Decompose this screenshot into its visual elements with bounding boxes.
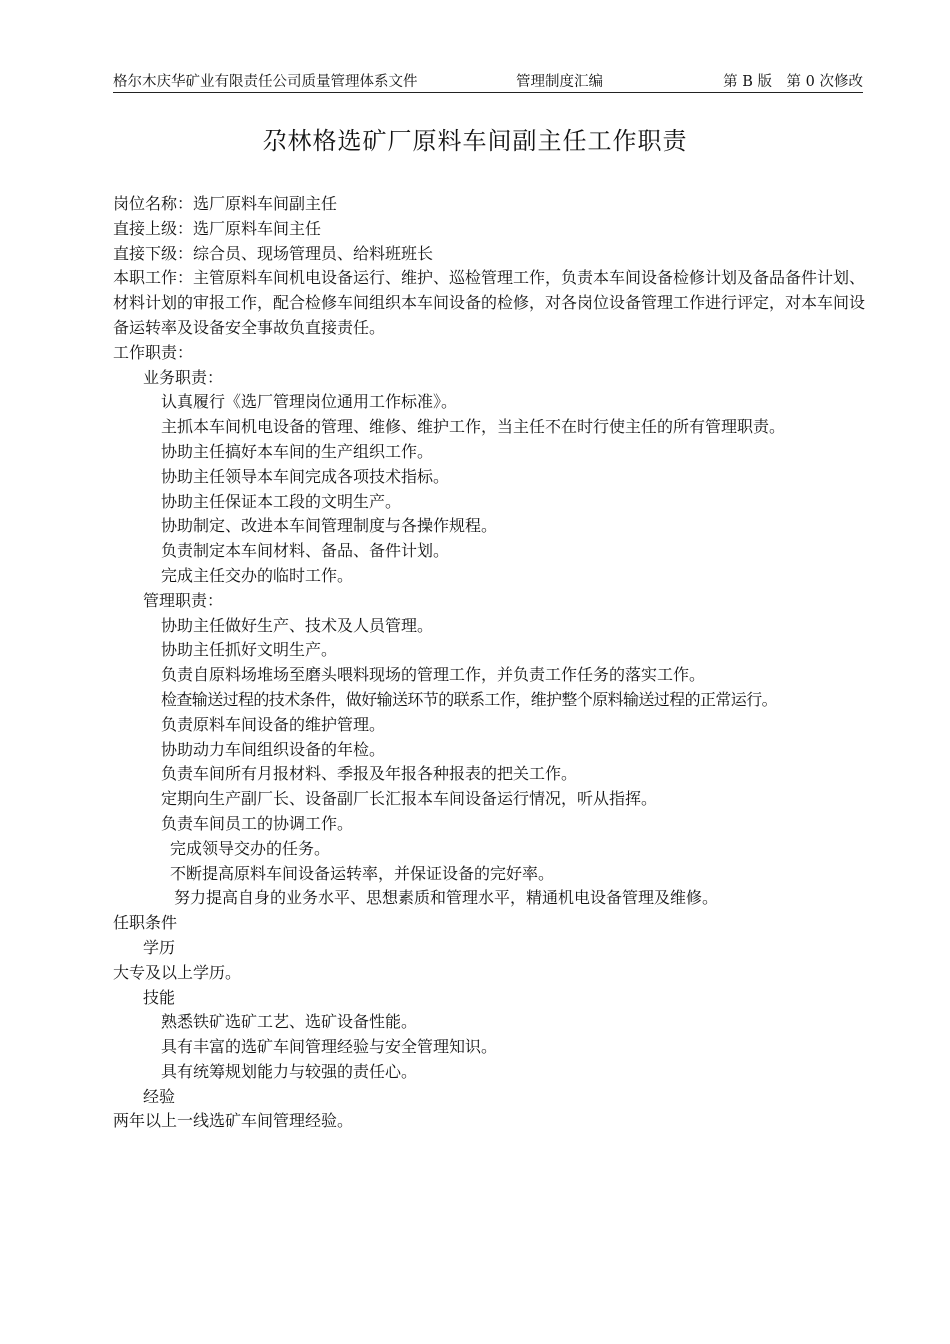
management-duty-item: 协助主任做好生产、技术及人员管理。: [161, 615, 434, 635]
business-duties-heading: 业务职责：: [143, 367, 224, 387]
direct-subordinate: 直接下级：综合员、现场管理员、给料班班长: [113, 243, 434, 263]
business-duty-item: 协助制定、改进本车间管理制度与各操作规程。: [161, 516, 498, 536]
direct-superior: 直接上级：选厂原料车间主任: [113, 218, 322, 238]
management-duty-item: 协助主任抓好文明生产。: [161, 640, 338, 660]
business-duty-item: 主抓本车间机电设备的管理、维修、维护工作，当主任不在时行使主任的所有管理职责。: [161, 417, 786, 437]
duties-heading: 工作职责：: [113, 342, 194, 362]
management-duty-item: 负责原料车间设备的维护管理。: [161, 714, 386, 734]
qualification-heading: 任职条件: [113, 913, 178, 933]
management-duty-item: 检查输送过程的技术条件，做好输送环节的联系工作，维护整个原料输送过程的正常运行。: [161, 689, 778, 709]
business-duty-item: 认真履行《选厂管理岗位通用工作标准》。: [161, 392, 458, 412]
business-duty-item: 完成主任交办的临时工作。: [161, 565, 354, 585]
education-heading: 学历: [143, 937, 176, 957]
management-duty-item: 协助动力车间组织设备的年检。: [161, 739, 386, 759]
management-duty-item: 定期向生产副厂长、设备副厂长汇报本车间设备运行情况，听从指挥。: [161, 789, 658, 809]
header-company-document: 格尔木庆华矿业有限责任公司质量管理体系文件: [113, 74, 418, 90]
header-version: 第 B 版 第 0 次修改: [723, 74, 863, 90]
experience-text: 两年以上一线选矿车间管理经验。: [113, 1111, 354, 1131]
document-body: [113, 192, 865, 1134]
skills-item: 熟悉铁矿选矿工艺、选矿设备性能。: [161, 1012, 418, 1032]
management-duty-item: 完成领导交办的任务。: [170, 838, 331, 858]
skills-item: 具有统筹规划能力与较强的责任心。: [161, 1061, 418, 1081]
page-title: 尕林格选矿厂原料车间副主任工作职责: [262, 127, 688, 155]
management-duty-item: 负责自原料场堆场至磨头喂料现场的管理工作，并负责工作任务的落实工作。: [161, 665, 706, 685]
experience-heading: 经验: [143, 1086, 176, 1106]
skills-item: 具有丰富的选矿车间管理经验与安全管理知识。: [161, 1037, 498, 1057]
education-text: 大专及以上学历。: [113, 962, 242, 982]
management-duty-item: 不断提高原料车间设备运转率，并保证设备的完好率。: [170, 863, 555, 883]
page-header: [113, 70, 863, 93]
management-duty-item: 负责车间所有月报材料、季报及年报各种报表的把关工作。: [161, 764, 578, 784]
main-work-paragraph: 本职工作：主管原料车间机电设备运行、维护、巡检管理工作，负责本车间设备检修计划及备品备件计划、材料计划的审报工作，配合检修车间组织本车间设备的检修，对各岗位设备管理工作进行评定，对本车间设备运转率及设备安全事故负直接责任。: [113, 268, 866, 337]
management-duty-item: 努力提高自身的业务水平、思想素质和管理水平，精通机电设备管理及维修。: [174, 888, 719, 908]
business-duty-item: 协助主任保证本工段的文明生产。: [161, 491, 402, 511]
management-duties-heading: 管理职责：: [143, 590, 224, 610]
business-duty-item: 协助主任领导本车间完成各项技术指标。: [161, 466, 450, 486]
position-name: 岗位名称：选厂原料车间副主任: [113, 194, 338, 213]
skills-heading: 技能: [143, 987, 176, 1007]
business-duty-item: 负责制定本车间材料、备品、备件计划。: [161, 541, 450, 561]
business-duty-item: 协助主任搞好本车间的生产组织工作。: [161, 441, 434, 461]
management-duty-item: 负责车间员工的协调工作。: [161, 813, 354, 833]
header-manual-name: 管理制度汇编: [516, 74, 603, 90]
